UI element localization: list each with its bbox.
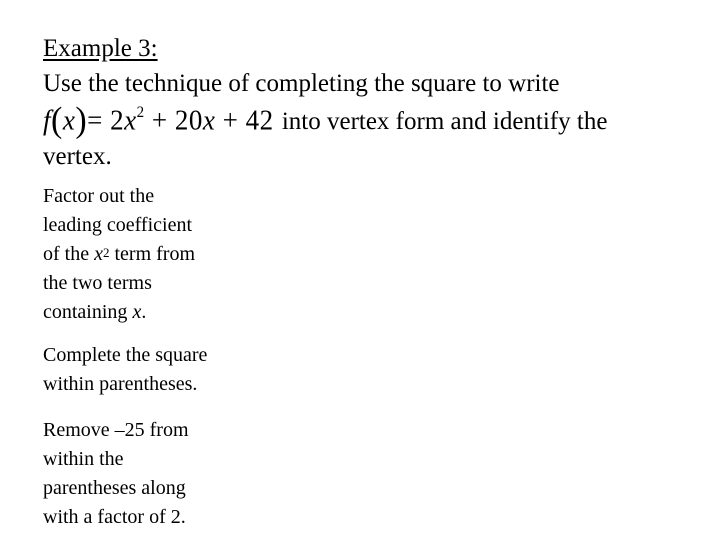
step3-line-3: parentheses along: [43, 477, 186, 499]
formula-close-paren: ): [75, 101, 88, 140]
problem-line-2: [43, 101, 693, 139]
function-formula: [43, 100, 274, 139]
problem-line-3: vertex.: [43, 143, 112, 170]
formula-linear-term: + 20: [144, 104, 203, 136]
step1-line-3-prefix: of the: [43, 243, 95, 265]
step1-line-3-suffix: term from: [109, 243, 196, 265]
step1-line-5-prefix: containing: [43, 301, 133, 323]
step-factor-out: [43, 182, 273, 327]
example-title: Example 3:: [43, 35, 158, 62]
formula-exponent: 2: [136, 104, 145, 122]
formula-open-paren: (: [51, 101, 63, 140]
step1-variable: x: [94, 243, 103, 265]
step3-line-2: within the: [43, 448, 124, 470]
step1-line-3: [43, 240, 273, 269]
step3-line-1: Remove –25 from: [43, 419, 189, 441]
problem-line-1: Use the technique of completing the square to write: [43, 70, 560, 97]
step1-variable-x: x: [132, 301, 142, 323]
formula-constant-term: + 42: [215, 104, 274, 136]
formula-variable: x: [62, 104, 76, 136]
formula-equals-term: = 2: [87, 104, 125, 136]
step1-line-4: the two terms: [43, 272, 152, 294]
problem-line-2-text: into vertex form and identify the: [281, 108, 608, 135]
step3-line-4: with a factor of 2.: [43, 506, 186, 528]
step1-exponent: 2: [102, 245, 110, 260]
step2-line-2: within parentheses.: [43, 373, 198, 395]
step-complete-square: [43, 341, 273, 399]
problem-statement: [43, 31, 693, 174]
step1-line-1: Factor out the: [43, 185, 155, 207]
formula-function-name: f: [43, 104, 52, 136]
formula-variable-linear: x: [202, 104, 216, 136]
step2-line-1: Complete the square: [43, 344, 208, 366]
step1-line-5: [43, 298, 273, 327]
step1-line-2: leading coefficient: [43, 214, 193, 236]
formula-variable-squared: x: [124, 104, 137, 136]
step1-line-5-suffix: .: [141, 301, 147, 323]
step-remove-constant: [43, 416, 273, 532]
